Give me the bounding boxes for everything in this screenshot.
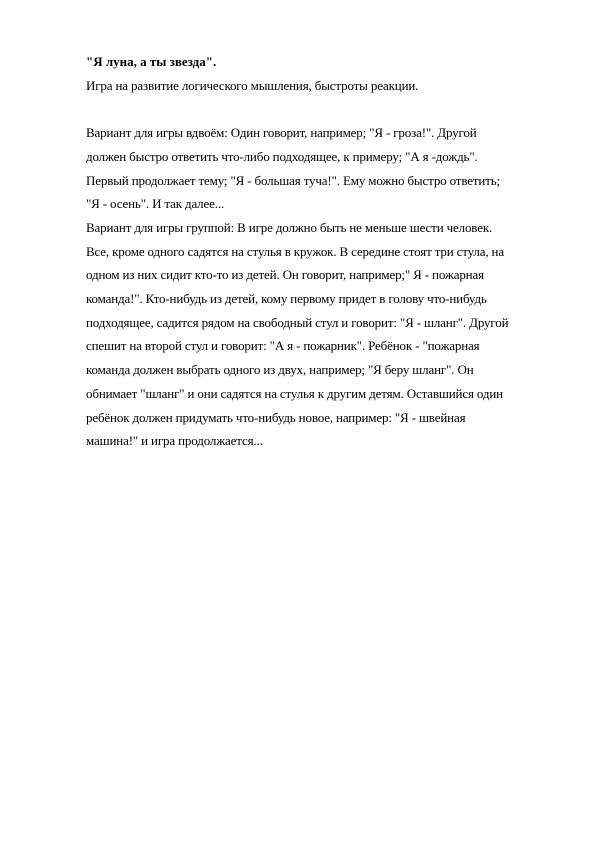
text-line: одном из них сидит кто-то из детей. Он говорит, например;" Я - пожарная [86,267,484,283]
text-line: спешит на второй стул и говорит: "А я - пожарник". Ребёнок - "пожарная [86,338,480,354]
text-line: "Я - осень". И так далее... [86,196,225,212]
text-line: команда!". Кто-нибудь из детей, кому первому придет в голову что-нибудь [86,291,487,307]
document-title: "Я луна, а ты звезда". [86,54,217,69]
text-line: Вариант для игры группой: В игре должно быть не меньше шести человек. [86,219,493,235]
text-line: команда должен выбрать одного из двух, например; "Я беру шланг". Он [86,362,474,378]
text-line: Первый продолжает тему; "Я - большая туча!". Ему можно быстро ответить; [86,172,500,188]
text-line: обнимает "шланг" и они садятся на стулья к другим детям. Оставшийся один [86,385,503,401]
text-line: подходящее, садится рядом на свободный стул и говорит: "Я - шланг". Другой [86,314,509,330]
document-body [86,50,556,453]
text-line: Вариант для игры вдвоём: Один говорит, например; "Я - гроза!". Другой [86,125,477,141]
text-line: машина!" и игра продолжается... [86,433,263,449]
paragraph-gap [86,97,556,121]
text-line: Все, кроме одного садятся на стулья в кружок. В середине стоят три стула, на [86,243,504,259]
paragraph-group [86,216,556,453]
text-line: ребёнок должен придумать что-нибудь новое, например: "Я - швейная [86,409,466,425]
document-subtitle: Игра на развитие логического мышления, быстроты реакции. [86,77,419,93]
text-line: должен быстро ответить что-либо подходящее, к примеру; "А я -дождь". [86,148,478,164]
paragraph-two-players [86,121,556,216]
